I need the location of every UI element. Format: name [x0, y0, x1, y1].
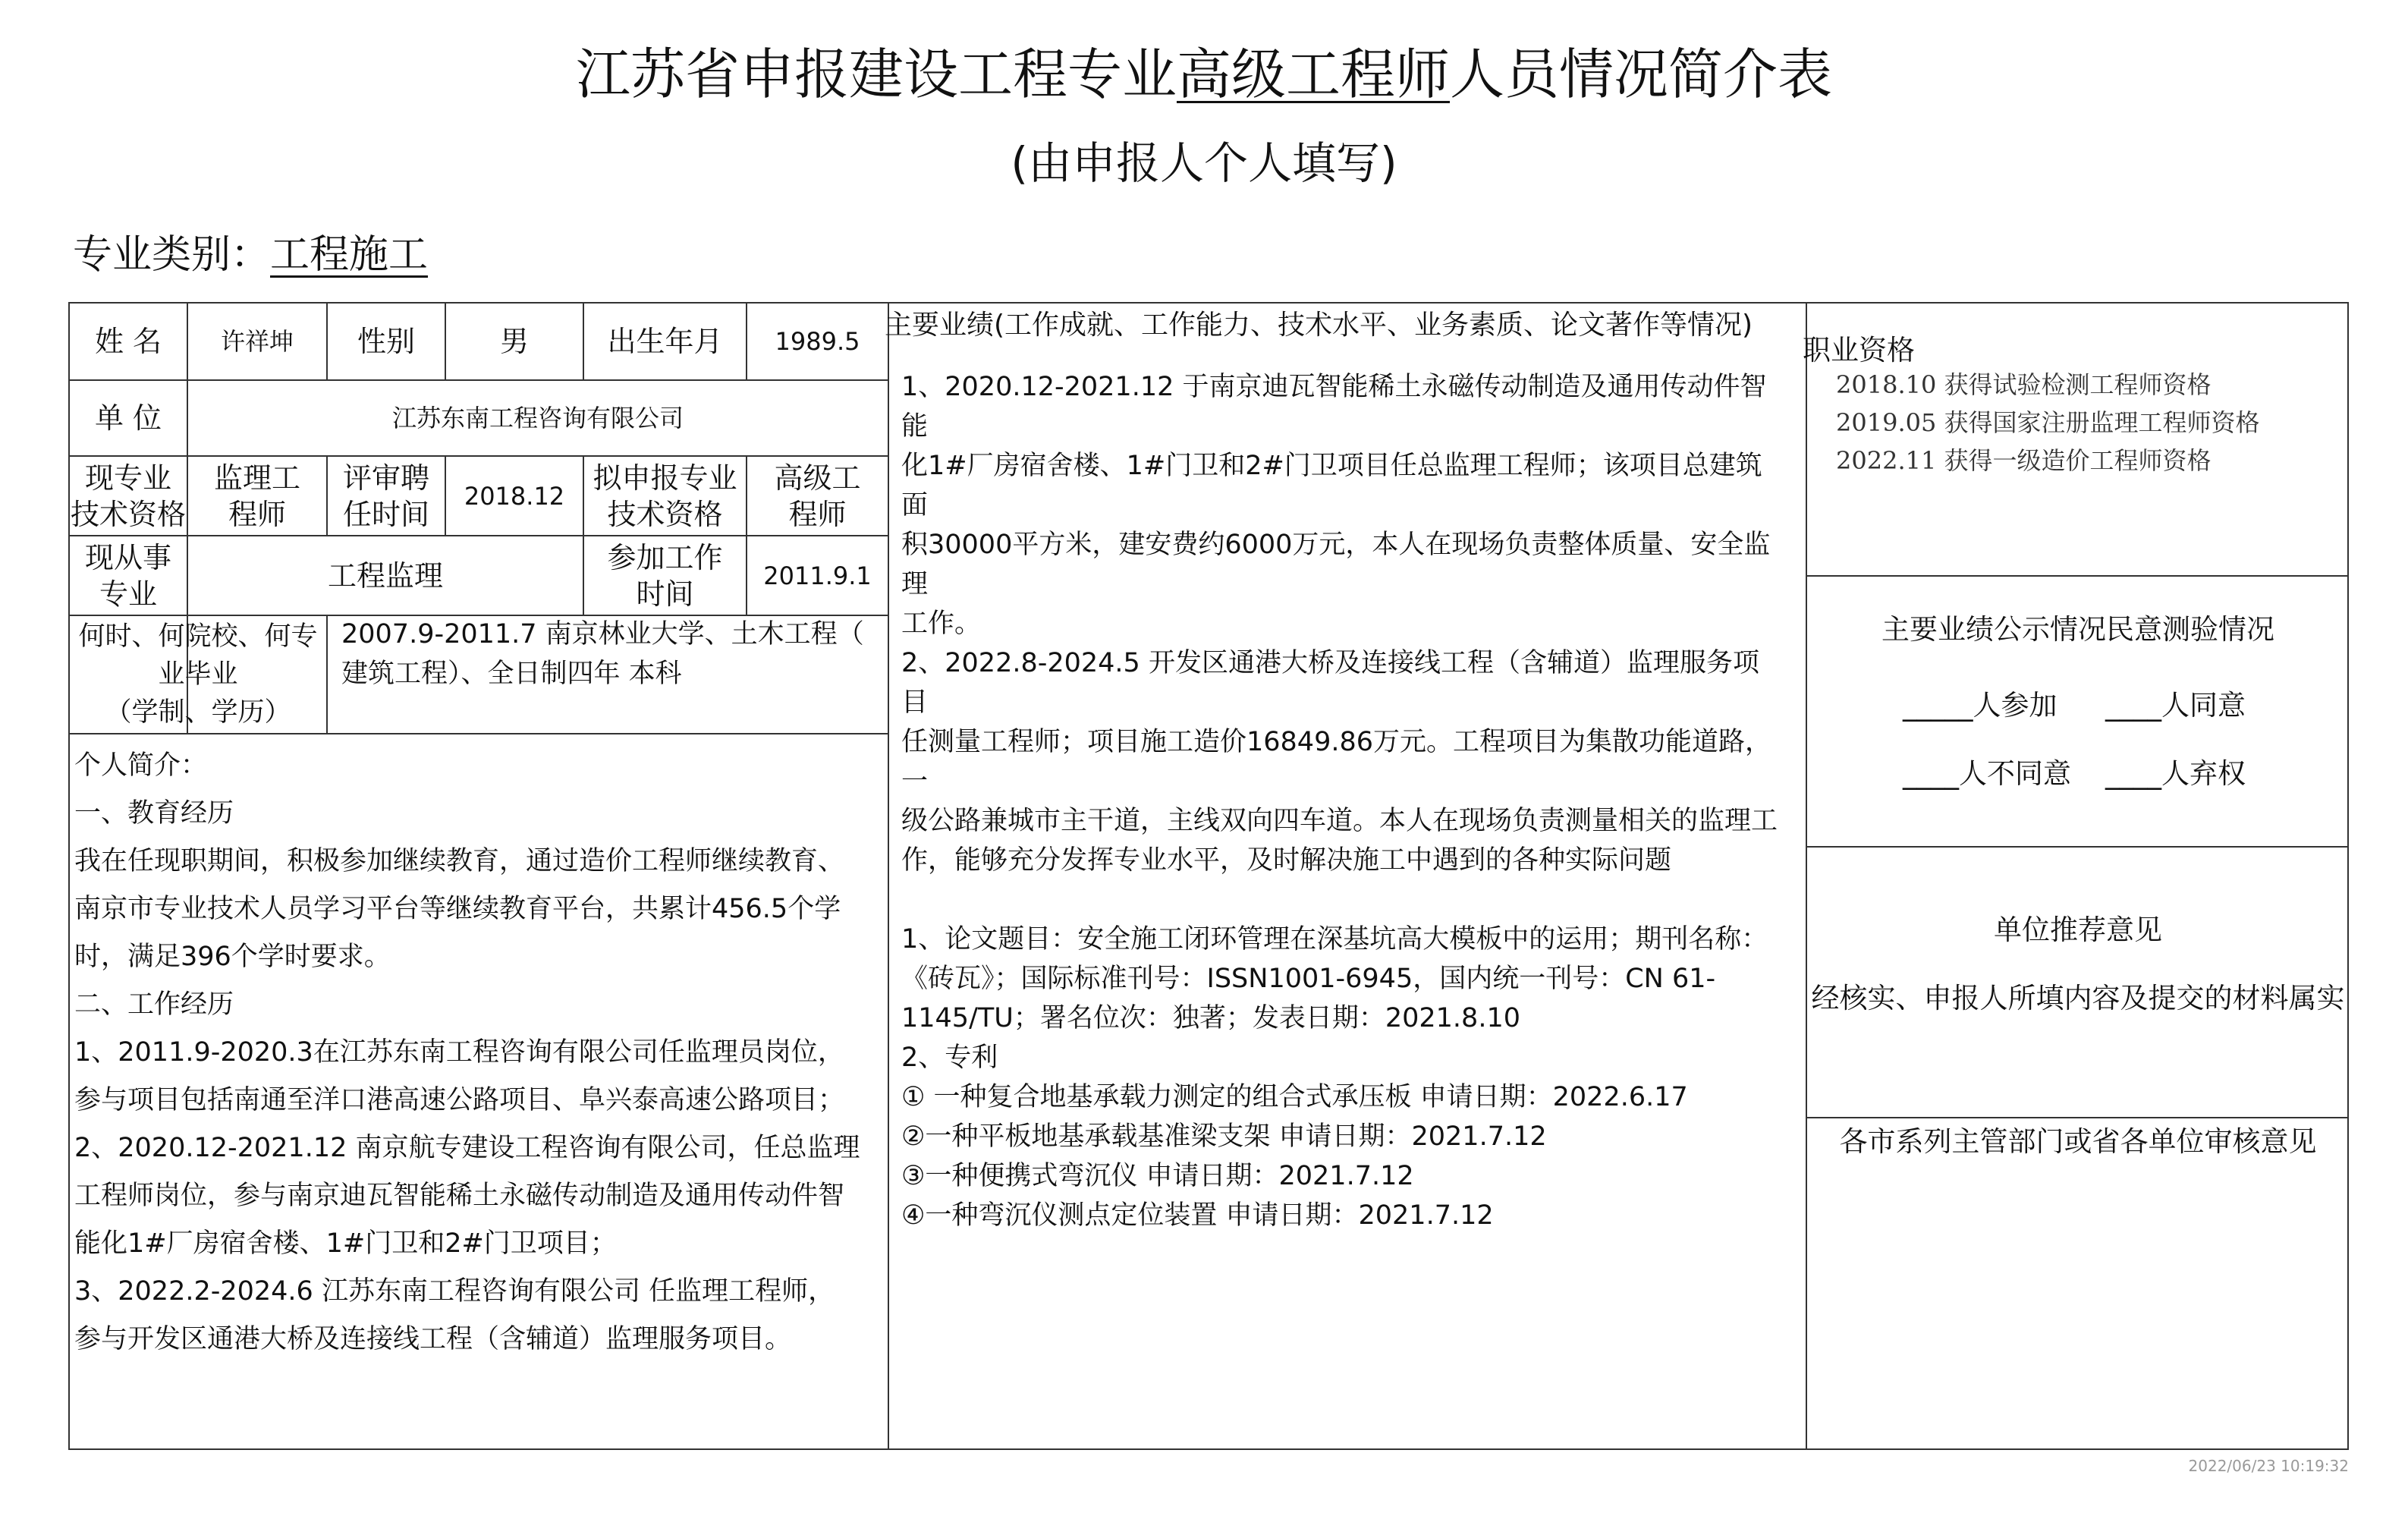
- profile-line: 能化1#厂房宿舍楼、1#门卫和2#门卫项目；: [74, 1228, 617, 1259]
- category-line: [73, 228, 428, 282]
- profile-heading: 个人简介：: [74, 750, 208, 781]
- qualification-item: 2022.11 获得一级造价工程师资格: [1836, 446, 2212, 475]
- profile-line: 一、教育经历: [74, 798, 234, 829]
- qualification-item: 2019.05 获得国家注册监理工程师资格: [1836, 408, 2260, 437]
- survey-agree: ____人同意: [2105, 689, 2246, 722]
- apply-qualification-label: 拟申报专业 技术资格: [593, 461, 737, 531]
- profile-line: 工程师岗位，参与南京迪瓦智能稀土永磁传动制造及通用传动件智: [74, 1181, 845, 1211]
- profile-line: 时，满足396个学时要求。: [74, 942, 391, 972]
- achievement-line: 作，能够充分发挥专业水平，及时解决施工中遇到的各种实际问题: [901, 845, 1672, 876]
- category-value: 工程施工: [270, 232, 429, 278]
- profile-line: 1、2011.9-2020.3在江苏东南工程咨询有限公司任监理员岗位，: [74, 1037, 844, 1068]
- column-divider-2: [1806, 302, 1807, 1450]
- achievement-line: 化1#厂房宿舍楼、1#门卫和2#门卫项目任总监理工程师；该项目总建筑面: [901, 451, 1762, 521]
- achievement-line: 1、2020.12-2021.12 于南京迪瓦智能稀土永磁传动制造及通用传动件智能: [901, 372, 1767, 442]
- current-major-value: 工程监理: [327, 558, 443, 593]
- paper-patent-line: 1145/TU；署名位次：独著；发表日期：2021.8.10: [901, 1003, 1520, 1033]
- row-divider: [68, 733, 889, 734]
- recommendation-heading: 单位推荐意见: [1994, 914, 2162, 946]
- name-value: 许祥坤: [220, 327, 294, 356]
- achievements-body: [901, 367, 1780, 1235]
- birth-value: 1989.5: [775, 327, 860, 356]
- gender-value: 男: [499, 325, 529, 358]
- paper-patent-line: ① 一种复合地基承载力测定的组合式承压板 申请日期：2022.6.17: [901, 1082, 1688, 1112]
- work-start-value: 2011.9.1: [763, 561, 872, 590]
- achievement-line: 任测量工程师；项目施工造价16849.86万元。工程项目为集散功能道路，一: [901, 727, 1772, 797]
- qualification-item: 2018.10 获得试验检测工程师资格: [1836, 370, 2212, 399]
- achievements-heading: 主要业绩(工作成就、工作能力、技术水平、业务素质、论文著作等情况): [885, 310, 1753, 341]
- profile-line: 3、2022.2-2024.6 江苏东南工程咨询有限公司 任监理工程师，: [74, 1276, 835, 1307]
- page-title: [0, 36, 2408, 112]
- survey-disagree: ____人不同意: [1903, 757, 2071, 790]
- profile-line: 参与开发区通港大桥及连接线工程（含辅道）监理服务项目。: [74, 1324, 792, 1354]
- recommendation-text: 经核实、申报人所填内容及提交的材料属实: [1811, 982, 2345, 1014]
- paper-patent-line: 2、专利: [901, 1043, 998, 1073]
- achievement-line: 级公路兼城市主干道，主线双向四车道。本人在现场负责测量相关的监理工: [901, 806, 1778, 836]
- personal-profile: [74, 742, 886, 1363]
- graduation-value: 2007.9-2011.7 南京林业大学、土木工程（ 建筑工程）、全日制四年 本科: [341, 619, 864, 689]
- unit-label: 单 位: [94, 401, 162, 435]
- profile-line: 参与项目包括南通至洋口港高速公路项目、阜兴泰高速公路项目；: [74, 1085, 845, 1115]
- current-qualification-value: 监理工 程师: [213, 461, 300, 531]
- review-opinion-heading: 各市系列主管部门或省各单位审核意见: [1839, 1125, 2317, 1158]
- title-underlined-part: 高级工程师: [1176, 42, 1450, 106]
- profile-line: 2、2020.12-2021.12 南京航专建设工程咨询有限公司，任总监理: [74, 1133, 860, 1163]
- gender-label: 性别: [357, 325, 415, 358]
- paper-patent-line: 《砖瓦》；国际标准刊号：ISSN1001-6945，国内统一刊号：CN 61-: [901, 964, 1716, 994]
- row-divider: [1806, 846, 2349, 848]
- print-timestamp: 2022/06/23 10:19:32: [2188, 1457, 2349, 1475]
- unit-value: 江苏东南工程咨询有限公司: [391, 404, 684, 432]
- birth-label: 出生年月: [607, 325, 723, 358]
- achievement-line: 积30000平方米，建安费约6000万元，本人在现场负责整体质量、安全监理: [901, 530, 1771, 599]
- apply-qualification-value: 高级工 程师: [774, 461, 861, 531]
- survey-heading: 主要业绩公示情况民意测验情况: [1881, 613, 2274, 646]
- profile-line: 二、工作经历: [74, 989, 234, 1020]
- review-time-value: 2018.12: [464, 481, 565, 511]
- paper-patent-line: ③一种便携式弯沉仪 申请日期：2021.7.12: [901, 1161, 1414, 1191]
- category-label: 专业类别：: [73, 232, 271, 278]
- achievement-line: 2、2022.8-2024.5 开发区通港大桥及连接线工程（含辅道）监理服务项目: [901, 648, 1759, 718]
- cell-divider: [326, 615, 328, 733]
- survey-participants: _____人参加: [1903, 689, 2057, 722]
- current-qualification-label: 现专业 技术资格: [70, 461, 186, 531]
- qualifications-heading: 职业资格: [1803, 334, 1915, 366]
- name-label: 姓 名: [94, 325, 162, 358]
- survey-abstain: ____人弃权: [2105, 757, 2246, 790]
- review-time-label: 评审聘 任时间: [342, 461, 429, 531]
- current-major-label: 现从事 专业: [84, 540, 171, 611]
- title-part-1: 江苏省申报建设工程专业: [575, 42, 1177, 106]
- profile-line: 南京市专业技术人员学习平台等继续教育平台，共累计456.5个学: [74, 894, 841, 924]
- work-start-label: 参加工作 时间: [607, 540, 723, 611]
- column-divider-1: [888, 302, 889, 1450]
- paper-patent-line: ②一种平板地基承载基准梁支架 申请日期：2021.7.12: [901, 1121, 1547, 1152]
- title-part-3: 人员情况简介表: [1450, 42, 1833, 106]
- profile-line: 我在任现职期间，积极参加继续教育，通过造价工程师继续教育、: [74, 846, 845, 876]
- graduation-label: 何时、何院校、何专 业毕业 （学制、学历）: [78, 621, 318, 728]
- paper-patent-line: ④一种弯沉仪测点定位装置 申请日期：2021.7.12: [901, 1200, 1494, 1231]
- paper-patent-line: 1、论文题目：安全施工闭环管理在深基坑高大模板中的运用；期刊名称：: [901, 924, 1768, 955]
- achievement-line: 工作。: [901, 609, 982, 639]
- page-subtitle: (由申报人个人填写): [1011, 137, 1397, 189]
- row-divider: [1806, 575, 2349, 577]
- qualifications-list: [1836, 366, 2260, 480]
